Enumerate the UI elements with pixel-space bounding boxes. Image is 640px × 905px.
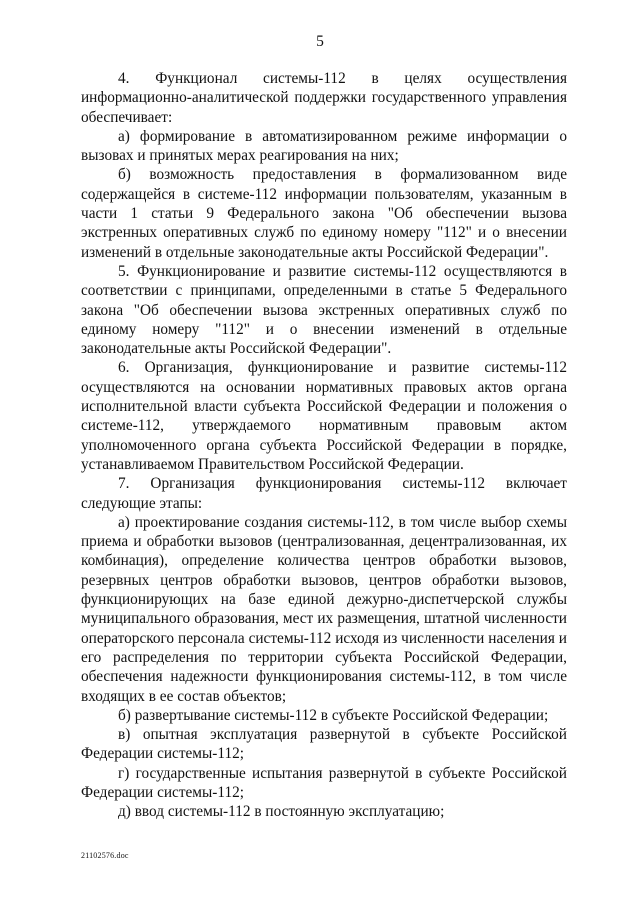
paragraph-7d: д) ввод системы-112 в постоянную эксплуатацию;	[118, 803, 445, 821]
document-body	[81, 69, 567, 822]
paragraph-7g: г) государственные испытания развернутой в субъекте Российской Федерации системы-112;	[81, 764, 567, 801]
paragraph-7b: б) развертывание системы-112 в субъекте Российской Федерации;	[118, 706, 549, 724]
paragraph-7-intro: 7. Организация функционирования системы-112 включает следующие этапы:	[81, 475, 567, 512]
paragraph-7a: а) проектирование создания системы-112, в том числе выбор схемы приема и обработки вызовов (централизованная, децентрализованная, их комбинация), определение количества центров обработки вызовов, резервных центров обработки вызовов, центров обработки вызовов, функционирующих на базе единой дежурно-диспетчерской службы муниципального образования, мест их размещения, штатной численности операторского персонала системы-112 исходя из численности населения и его распределения по территории субъекта Российской Федерации, обеспечения надежности функционирования системы-112, в том числе входящих в ее состав объектов;	[81, 513, 567, 705]
page-number: 5	[316, 33, 324, 50]
paragraph-4-intro: 4. Функционал системы-112 в целях осуществления информационно-аналитической поддержки государственного управления обеспечивает:	[81, 70, 567, 126]
document-file-reference: 21102576.doc	[81, 851, 129, 860]
paragraph-7v: в) опытная эксплуатация развернутой в субъекте Российской Федерации системы-112;	[81, 726, 567, 763]
paragraph-4a: а) формирование в автоматизированном режиме информации о вызовах и принятых мерах реагирования на них;	[81, 127, 567, 165]
paragraph-6: 6. Организация, функционирование и развитие системы-112 осуществляются на основании нормативных правовых актов органа исполнительной власти субъекта Российской Федерации и положения о системе-112, утверждаемого нормативным правовым актом уполномоченного органа субъекта Российской Федерации в порядке, устанавливаемом Правительством Российской Федерации.	[81, 359, 567, 473]
paragraph-5: 5. Функционирование и развитие системы-112 осуществляются в соответствии с принципами, определенными в статье 5 Федерального закона "Об обеспечении вызова экстренных оперативных служб по единому номеру "112" и о внесении изменений в отдельные законодательные акты Российской Федерации".	[81, 262, 567, 358]
paragraph-4b: б) возможность предоставления в формализованном виде содержащейся в системе-112 информации пользователям, указанным в части 1 статьи 9 Федерального закона "Об обеспечении вызова экстренных оперативных служб по единому номеру "112" и о внесении изменений в отдельные законодательные акты Российской Федерации".	[81, 166, 567, 261]
